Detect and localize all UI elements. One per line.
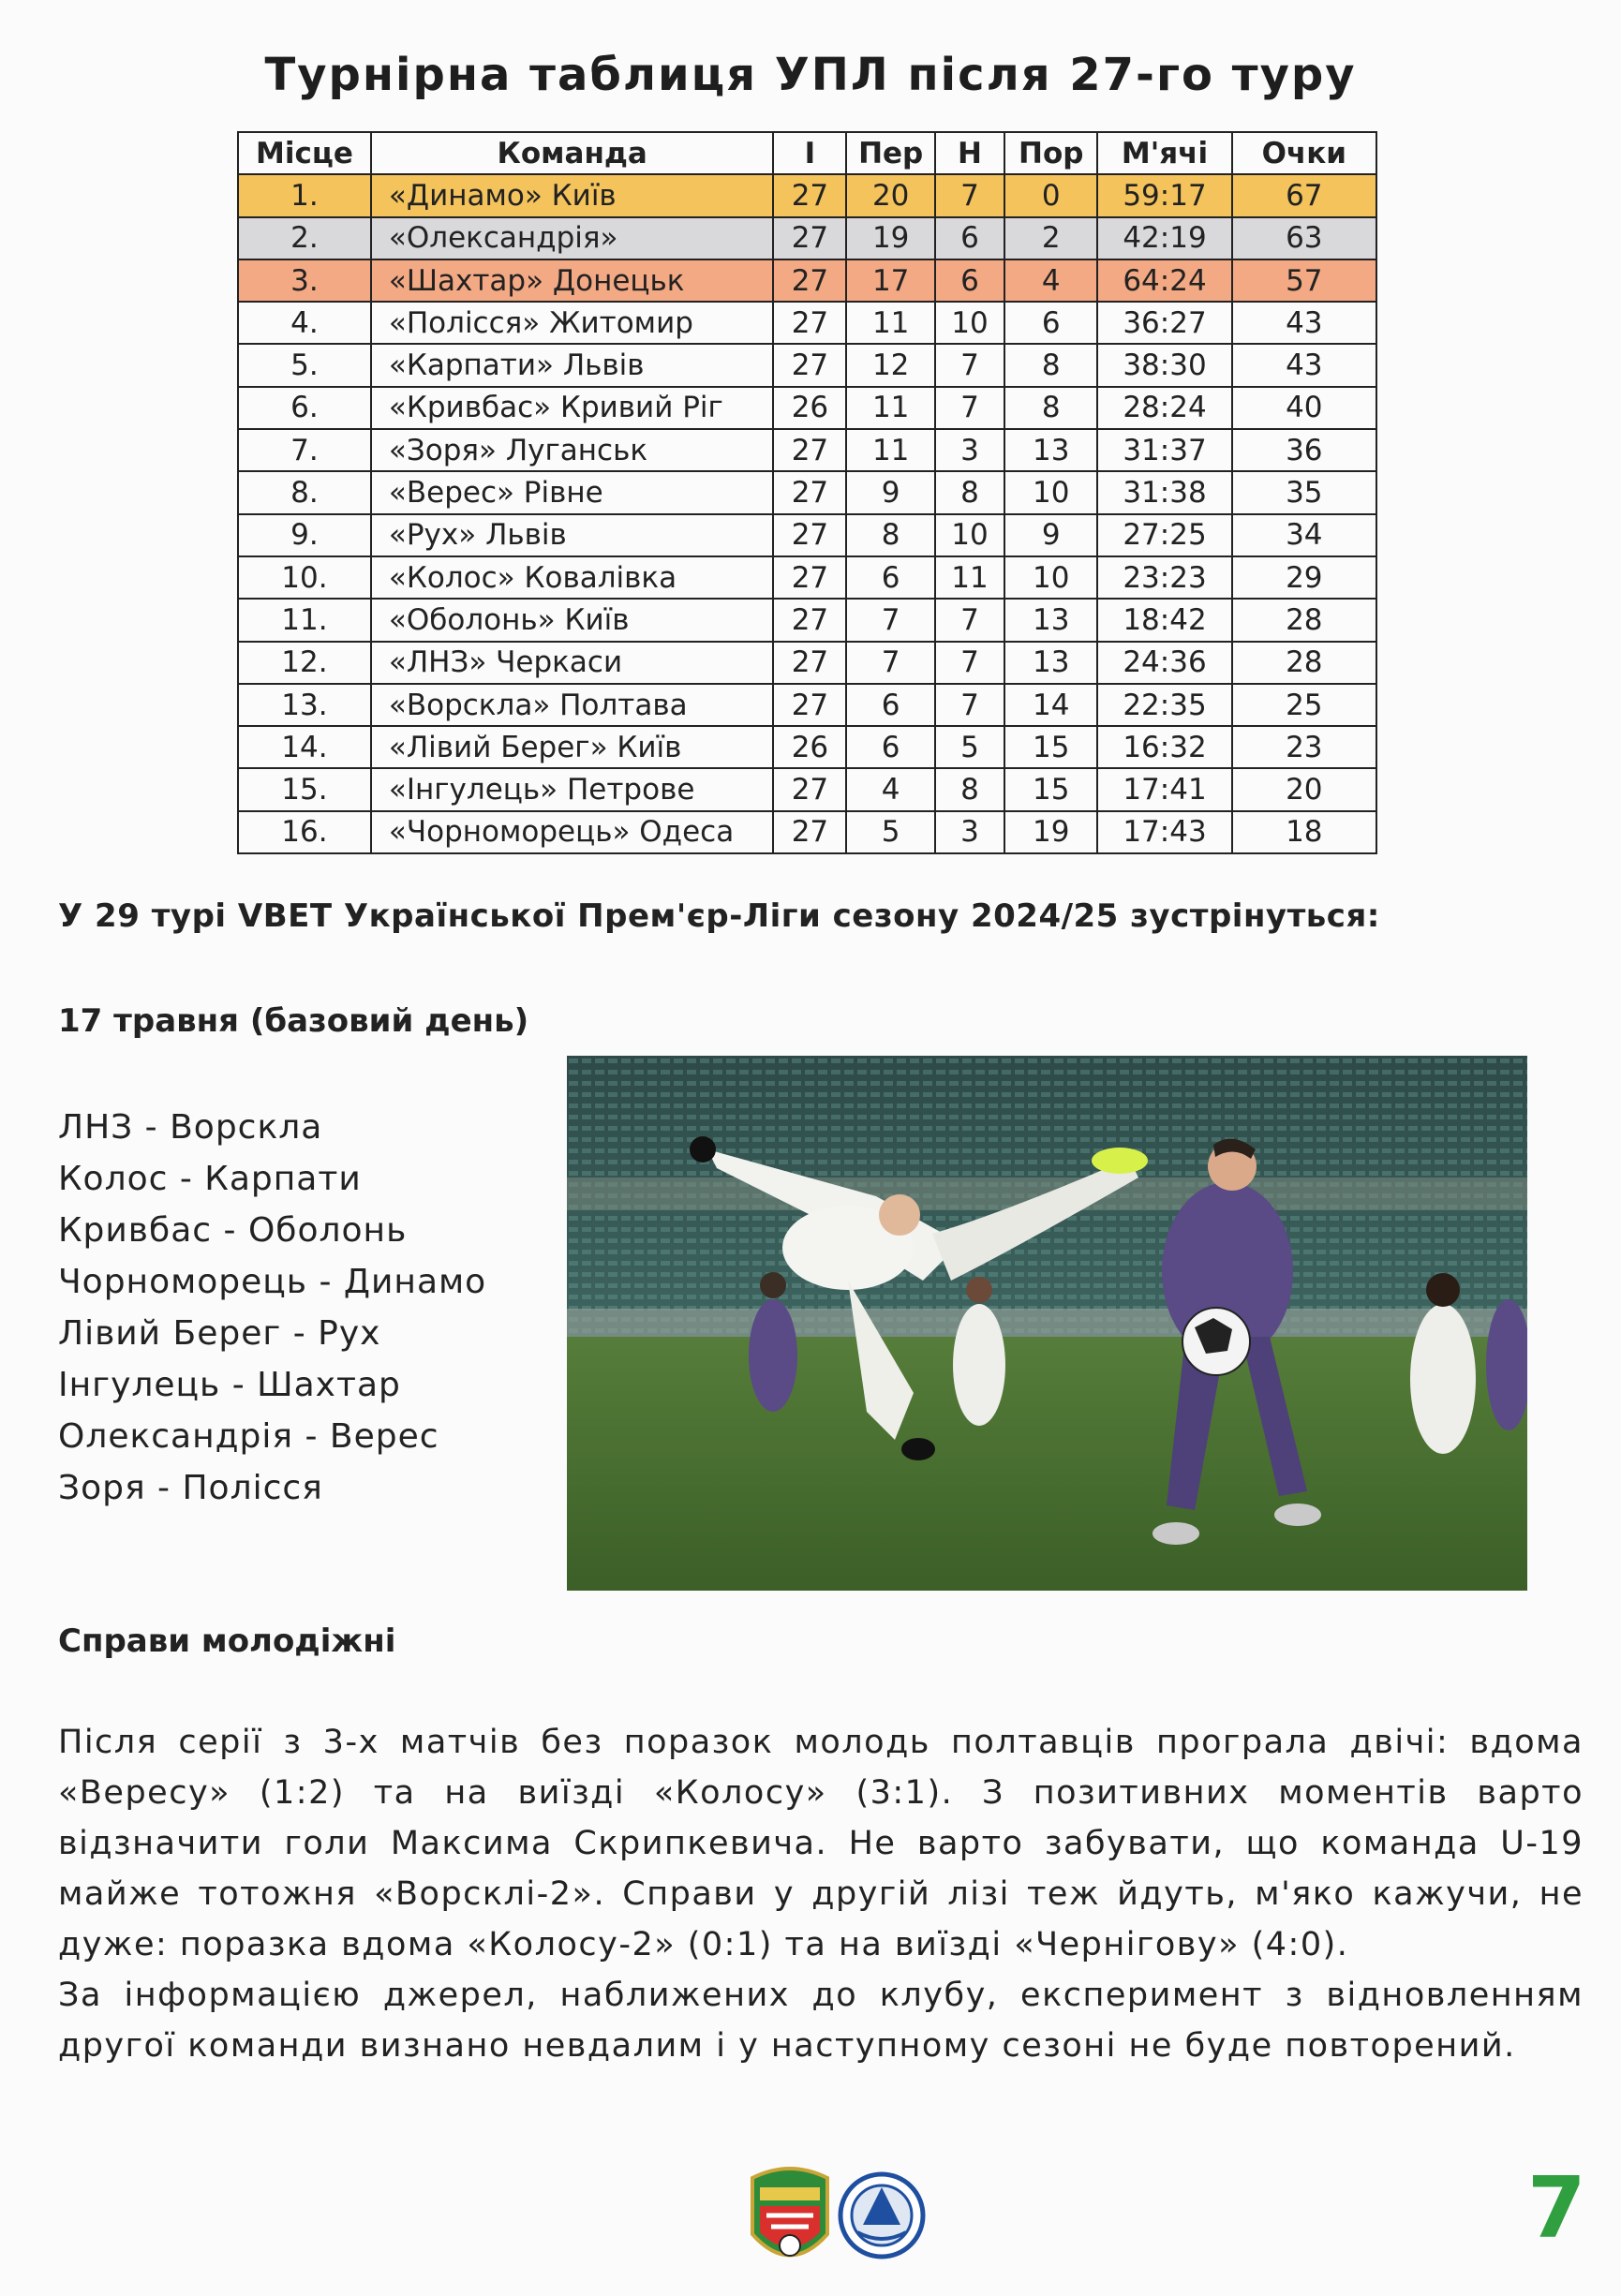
cell-wins: 4 [846, 768, 935, 810]
list-item: Колос - Карпати [58, 1160, 362, 1198]
club-logos [743, 2159, 930, 2281]
table-row [238, 514, 1376, 556]
cell-wins: 5 [846, 811, 935, 853]
cell-draws: 8 [935, 471, 1004, 513]
cell-draws: 7 [935, 344, 1004, 386]
cell-place: 6. [238, 387, 371, 429]
cell-draws: 7 [935, 387, 1004, 429]
cell-draws: 5 [935, 726, 1004, 768]
header-place: Місце [238, 132, 371, 174]
cell-played: 27 [773, 302, 846, 344]
cell-points: 28 [1232, 599, 1376, 641]
cell-team: «Колос» Ковалівка [371, 556, 774, 599]
cell-points: 20 [1232, 768, 1376, 810]
table-row [238, 259, 1376, 302]
cell-losses: 13 [1004, 642, 1097, 684]
cell-played: 26 [773, 726, 846, 768]
cell-place: 9. [238, 514, 371, 556]
cell-points: 18 [1232, 811, 1376, 853]
cell-played: 27 [773, 768, 846, 810]
cell-wins: 17 [846, 259, 935, 302]
standings-table [237, 131, 1377, 854]
cell-wins: 12 [846, 344, 935, 386]
cell-team: «Карпати» Львів [371, 344, 774, 386]
cell-goals: 38:30 [1097, 344, 1231, 386]
section-heading: Справи молодіжні [58, 1622, 396, 1660]
cell-losses: 13 [1004, 429, 1097, 471]
cell-points: 28 [1232, 642, 1376, 684]
cell-team: «Олександрія» [371, 217, 774, 259]
cell-losses: 8 [1004, 344, 1097, 386]
cell-played: 27 [773, 642, 846, 684]
cell-played: 27 [773, 217, 846, 259]
list-item: ЛНЗ - Ворскла [58, 1108, 323, 1147]
cell-draws: 8 [935, 768, 1004, 810]
cell-place: 12. [238, 642, 371, 684]
cell-losses: 10 [1004, 556, 1097, 599]
cell-draws: 7 [935, 684, 1004, 726]
cell-team: «Ворскла» Полтава [371, 684, 774, 726]
cell-team: «Інгулець» Петрове [371, 768, 774, 810]
cell-losses: 13 [1004, 599, 1097, 641]
article-body [58, 1717, 1584, 2071]
cell-wins: 8 [846, 514, 935, 556]
table-row [238, 599, 1376, 641]
cell-team: «Зоря» Луганськ [371, 429, 774, 471]
cell-losses: 9 [1004, 514, 1097, 556]
cell-played: 26 [773, 387, 846, 429]
header-wins: Пер [846, 132, 935, 174]
cell-played: 27 [773, 259, 846, 302]
table-row [238, 217, 1376, 259]
cell-points: 36 [1232, 429, 1376, 471]
cell-team: «Лівий Берег» Київ [371, 726, 774, 768]
cell-wins: 20 [846, 174, 935, 216]
cell-draws: 10 [935, 302, 1004, 344]
table-row [238, 684, 1376, 726]
cell-played: 27 [773, 811, 846, 853]
cell-played: 27 [773, 344, 846, 386]
cell-place: 16. [238, 811, 371, 853]
cell-wins: 11 [846, 387, 935, 429]
cell-points: 63 [1232, 217, 1376, 259]
cell-wins: 19 [846, 217, 935, 259]
article-paragraph: Після серії з 3-х матчів без поразок молодь полтавців програла двічі: вдома «Вересу» (1:2) та на виїзді «Колосу» (3:1). З позитивних моментів варто відзначити голи Максима Скрипкевича. Не варто забувати, що команда U-19 майже тотожня «Ворсклі-2». Справи у другій лізі теж йдуть, м'яко кажучи, не дуже: поразка вдома «Колосу-2» (0:1) та на виїзді «Чернігову» (4:0). [58, 1724, 1584, 1963]
cell-points: 57 [1232, 259, 1376, 302]
cell-goals: 17:41 [1097, 768, 1231, 810]
table-row [238, 387, 1376, 429]
list-item: Кривбас - Оболонь [58, 1211, 408, 1250]
cell-wins: 6 [846, 684, 935, 726]
cell-goals: 23:23 [1097, 556, 1231, 599]
page-title: Турнірна таблиця УПЛ після 27-го туру [264, 49, 1357, 101]
cell-goals: 16:32 [1097, 726, 1231, 768]
cell-losses: 6 [1004, 302, 1097, 344]
cell-draws: 7 [935, 599, 1004, 641]
table-row [238, 471, 1376, 513]
cell-losses: 2 [1004, 217, 1097, 259]
cell-place: 2. [238, 217, 371, 259]
table-header-row [238, 132, 1376, 174]
cell-place: 8. [238, 471, 371, 513]
article-paragraph: За інформацією джерел, наближених до клубу, експеримент з відновленням другої команди визнано невдалим і у наступному сезоні не буде повторений. [58, 1977, 1584, 2065]
cell-team: «Рух» Львів [371, 514, 774, 556]
list-item: Інгулець - Шахтар [58, 1366, 401, 1404]
cell-goals: 31:37 [1097, 429, 1231, 471]
cell-wins: 11 [846, 429, 935, 471]
list-item: Зоря - Полісся [58, 1469, 323, 1507]
cell-draws: 7 [935, 642, 1004, 684]
cell-points: 25 [1232, 684, 1376, 726]
cell-place: 5. [238, 344, 371, 386]
fixtures-list [58, 1102, 486, 1514]
list-item: Олександрія - Верес [58, 1417, 439, 1456]
cell-points: 34 [1232, 514, 1376, 556]
header-team: Команда [371, 132, 774, 174]
cell-team: «Кривбас» Кривий Ріг [371, 387, 774, 429]
cell-goals: 36:27 [1097, 302, 1231, 344]
cell-losses: 4 [1004, 259, 1097, 302]
cell-goals: 59:17 [1097, 174, 1231, 216]
cell-wins: 11 [846, 302, 935, 344]
cell-played: 27 [773, 471, 846, 513]
header-goals: М'ячі [1097, 132, 1231, 174]
cell-team: «Чорноморець» Одеса [371, 811, 774, 853]
cell-points: 23 [1232, 726, 1376, 768]
cell-draws: 10 [935, 514, 1004, 556]
table-row [238, 811, 1376, 853]
cell-draws: 6 [935, 259, 1004, 302]
cell-place: 11. [238, 599, 371, 641]
cell-wins: 7 [846, 599, 935, 641]
cell-place: 10. [238, 556, 371, 599]
cell-played: 27 [773, 174, 846, 216]
table-row [238, 174, 1376, 216]
cell-team: «Оболонь» Київ [371, 599, 774, 641]
cell-goals: 31:38 [1097, 471, 1231, 513]
date-heading: 17 травня (базовий день) [58, 1002, 529, 1040]
cell-wins: 6 [846, 726, 935, 768]
cell-goals: 18:42 [1097, 599, 1231, 641]
cell-points: 43 [1232, 302, 1376, 344]
list-item: Лівий Берег - Рух [58, 1314, 381, 1353]
page-number: 7 [1527, 2159, 1586, 2258]
round-heading: У 29 турі VBET Української Прем'єр-Ліги сезону 2024/25 зустрінуться: [58, 897, 1380, 935]
cell-team: «Шахтар» Донецьк [371, 259, 774, 302]
cell-place: 3. [238, 259, 371, 302]
cell-goals: 24:36 [1097, 642, 1231, 684]
cell-played: 27 [773, 429, 846, 471]
table-row [238, 429, 1376, 471]
cell-team: «Верес» Рівне [371, 471, 774, 513]
table-row [238, 726, 1376, 768]
cell-losses: 15 [1004, 726, 1097, 768]
chornomorets-logo-icon [840, 2174, 923, 2257]
table-row [238, 344, 1376, 386]
cell-points: 29 [1232, 556, 1376, 599]
cell-played: 27 [773, 684, 846, 726]
cell-played: 27 [773, 556, 846, 599]
table-row [238, 556, 1376, 599]
cell-wins: 9 [846, 471, 935, 513]
cell-place: 7. [238, 429, 371, 471]
match-photo [567, 1056, 1527, 1591]
cell-place: 15. [238, 768, 371, 810]
cell-goals: 64:24 [1097, 259, 1231, 302]
cell-place: 13. [238, 684, 371, 726]
cell-losses: 10 [1004, 471, 1097, 513]
header-draws: Н [935, 132, 1004, 174]
cell-wins: 6 [846, 556, 935, 599]
cell-losses: 19 [1004, 811, 1097, 853]
cell-goals: 28:24 [1097, 387, 1231, 429]
cell-goals: 42:19 [1097, 217, 1231, 259]
cell-place: 14. [238, 726, 371, 768]
cell-goals: 22:35 [1097, 684, 1231, 726]
cell-points: 35 [1232, 471, 1376, 513]
cell-draws: 11 [935, 556, 1004, 599]
header-losses: Пор [1004, 132, 1097, 174]
vorskla-logo-icon [752, 2169, 827, 2256]
cell-played: 27 [773, 599, 846, 641]
cell-draws: 6 [935, 217, 1004, 259]
list-item: Чорноморець - Динамо [58, 1263, 487, 1301]
table-row [238, 642, 1376, 684]
cell-team: «ЛНЗ» Черкаси [371, 642, 774, 684]
table-row [238, 302, 1376, 344]
cell-draws: 3 [935, 811, 1004, 853]
cell-team: «Полісся» Житомир [371, 302, 774, 344]
header-played: І [773, 132, 846, 174]
cell-losses: 15 [1004, 768, 1097, 810]
cell-draws: 3 [935, 429, 1004, 471]
cell-place: 1. [238, 174, 371, 216]
cell-place: 4. [238, 302, 371, 344]
cell-goals: 27:25 [1097, 514, 1231, 556]
cell-points: 40 [1232, 387, 1376, 429]
cell-points: 67 [1232, 174, 1376, 216]
header-points: Очки [1232, 132, 1376, 174]
cell-played: 27 [773, 514, 846, 556]
table-row [238, 768, 1376, 810]
cell-losses: 14 [1004, 684, 1097, 726]
cell-goals: 17:43 [1097, 811, 1231, 853]
cell-losses: 8 [1004, 387, 1097, 429]
cell-losses: 0 [1004, 174, 1097, 216]
cell-draws: 7 [935, 174, 1004, 216]
cell-wins: 7 [846, 642, 935, 684]
cell-team: «Динамо» Київ [371, 174, 774, 216]
cell-points: 43 [1232, 344, 1376, 386]
